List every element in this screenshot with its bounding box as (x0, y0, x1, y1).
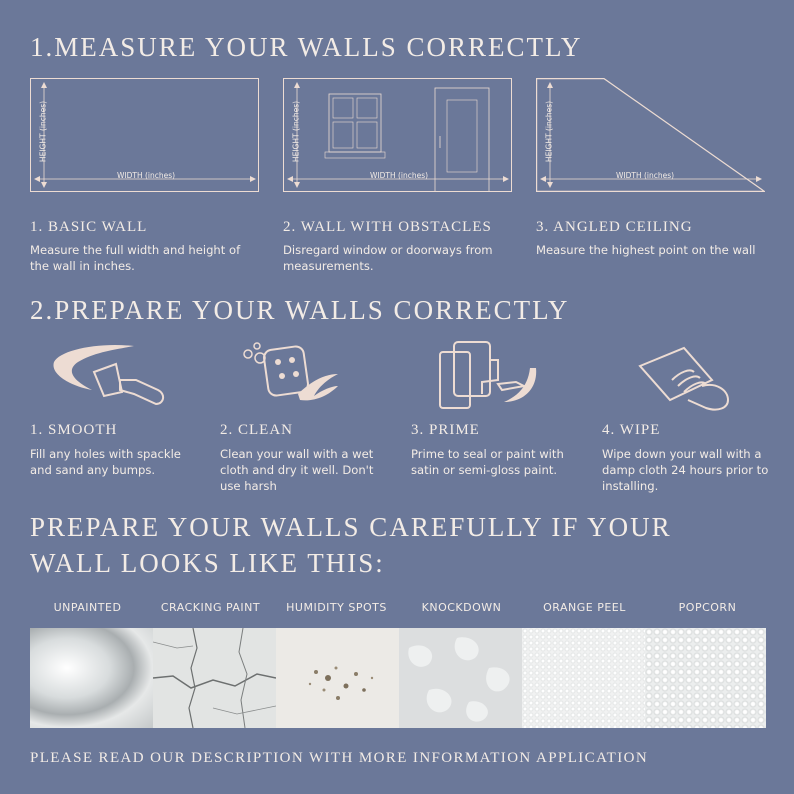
section2-title: 2.PREPARE YOUR WALLS CORRECTLY (30, 295, 570, 325)
angled-ceiling-desc: Measure the highest point on the wall (536, 243, 756, 257)
smooth-desc: Fill any holes with spackle and sand any bumps. (30, 447, 181, 477)
obstacle-wall-desc: Disregard window or doorways from measurements. (283, 243, 493, 273)
texture-orange-peel (522, 628, 645, 728)
basic-wall-title: 1. BASIC WALL (30, 219, 148, 235)
texture-label-humidity-spots: HUMIDITY SPOTS (286, 601, 387, 614)
prime-desc: Prime to seal or paint with satin or semi-gloss paint. (411, 447, 564, 477)
angled-ceiling-diagram (536, 78, 765, 192)
width-label: WIDTH (inches) (117, 171, 176, 180)
texture-cracking-paint (153, 628, 276, 728)
height-label: HEIGHT (inches) (38, 100, 48, 163)
texture-knockdown (399, 628, 522, 728)
section1-title: 1.MEASURE YOUR WALLS CORRECTLY (30, 32, 583, 62)
obstacle-wall-diagram (283, 78, 512, 192)
wipe-desc: Wipe down your wall with a damp cloth 24 hours prior to installing. (602, 447, 769, 493)
wipe-title: 4. WIPE (602, 422, 661, 438)
width-label: WIDTH (inches) (616, 171, 675, 180)
obstacle-wall-title: 2. WALL WITH OBSTACLES (283, 219, 492, 235)
texture-unpainted (30, 628, 153, 728)
footer-note: PLEASE READ OUR DESCRIPTION WITH MORE INFORMATION APPLICATION (30, 750, 649, 766)
smooth-title: 1. SMOOTH (30, 422, 118, 438)
basic-wall-desc: Measure the full width and height of the wall in inches. (30, 243, 241, 273)
width-label: WIDTH (inches) (370, 171, 429, 180)
clean-desc: Clean your wall with a wet cloth and dry it well. Don't use harsh (220, 447, 374, 493)
height-label: HEIGHT (inches) (291, 100, 301, 163)
sponge-icon (238, 340, 342, 412)
angled-ceiling-title: 3. ANGLED CEILING (536, 219, 693, 235)
putty-knife-icon (38, 336, 172, 416)
prime-title: 3. PRIME (411, 422, 480, 438)
basic-wall-diagram (30, 78, 259, 192)
paint-roller-icon (432, 338, 544, 418)
texture-label-cracking-paint: CRACKING PAINT (160, 601, 261, 614)
texture-label-unpainted: UNPAINTED (53, 601, 122, 614)
section3-title-line1: PREPARE YOUR WALLS CAREFULLY IF YOUR (30, 512, 672, 542)
texture-label-popcorn: POPCORN (678, 601, 737, 614)
height-label: HEIGHT (inches) (544, 100, 554, 163)
clean-title: 2. CLEAN (220, 422, 293, 438)
section3-title-line2: WALL LOOKS LIKE THIS: (30, 548, 385, 578)
texture-humidity-spots (276, 628, 399, 728)
wiping-cloth-icon (632, 342, 742, 418)
texture-popcorn (645, 628, 766, 728)
texture-label-orange-peel: ORANGE PEEL (543, 601, 626, 614)
texture-label-knockdown: KNOCKDOWN (421, 601, 502, 614)
